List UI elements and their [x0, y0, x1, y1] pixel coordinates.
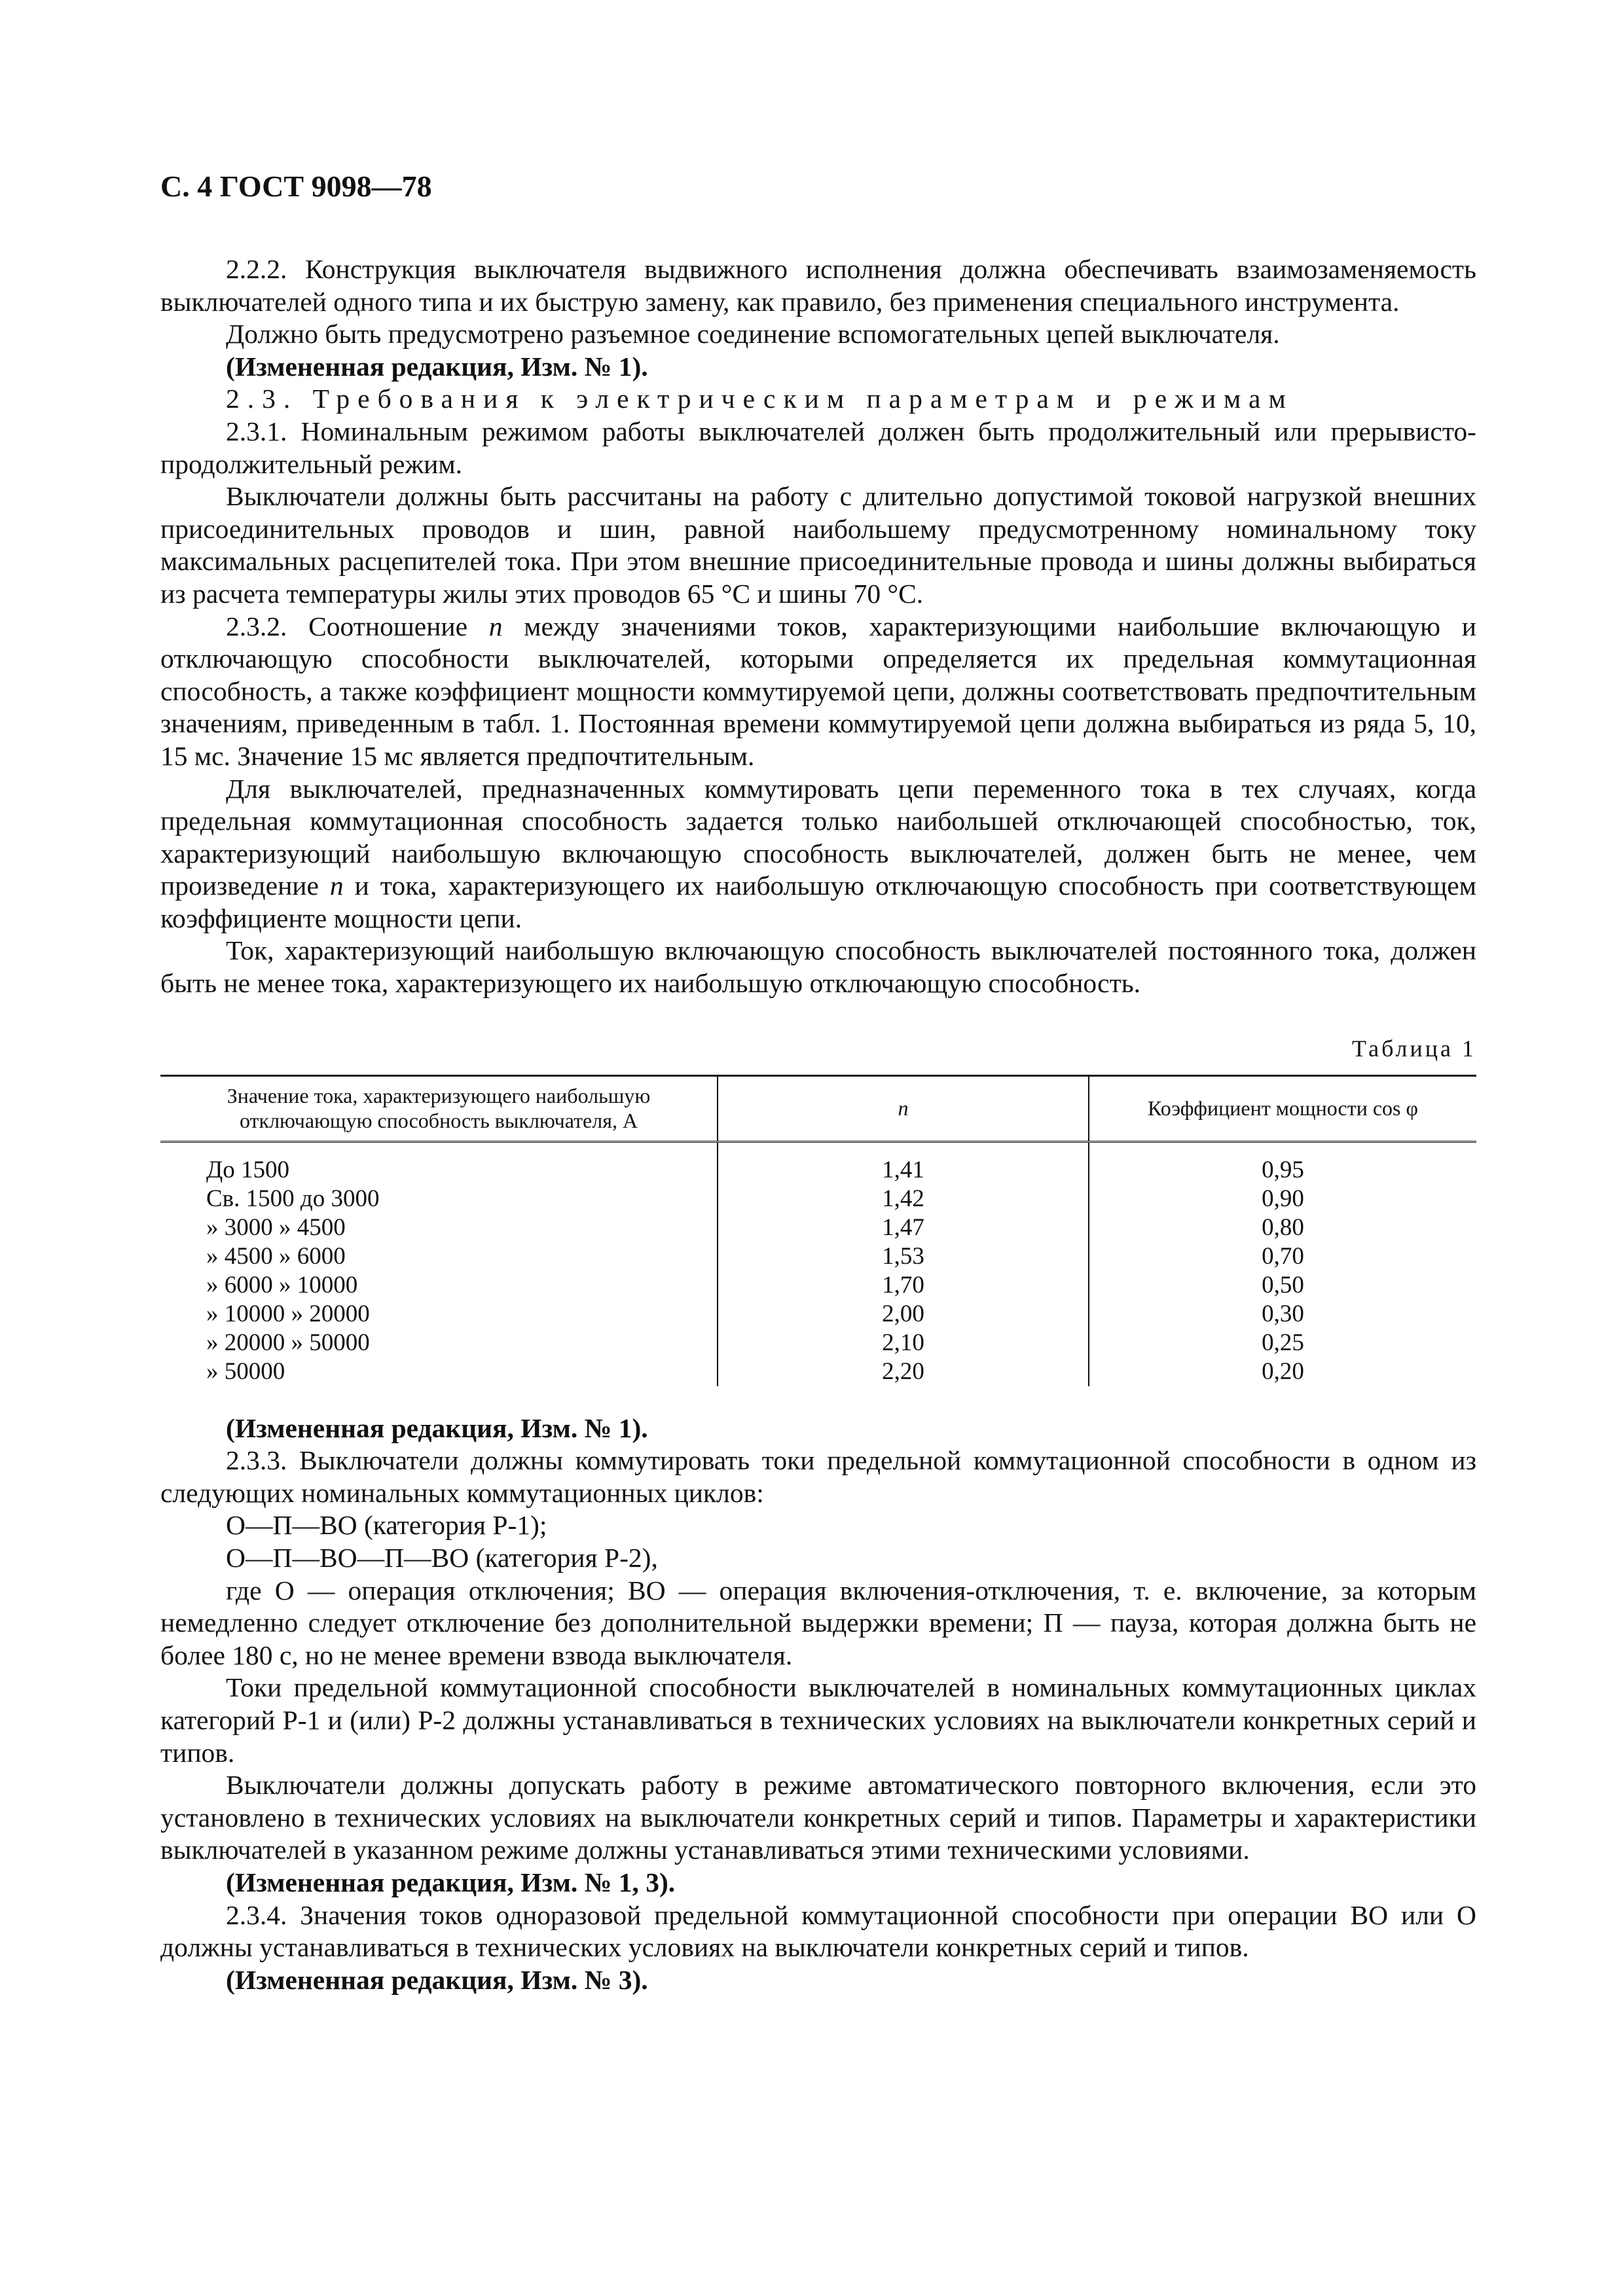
table-row	[160, 1271, 1476, 1300]
cell-n: 1,47	[718, 1213, 1089, 1242]
cell-cos: 0,70	[1262, 1242, 1304, 1270]
paragraph-2-3-3: 2.3.3. Выключатели должны коммутировать токи предельной коммутационной способности в одном из следующих номинальных коммутационных циклов:	[160, 1445, 1476, 1508]
document-page	[160, 167, 1476, 1996]
amendment-note: (Измененная редакция, Изм. № 1, 3).	[226, 1867, 676, 1897]
paragraph-cycle-definitions: где О — операция отключения; ВО — операция включения-отключения, т. е. включение, за которым немедленно следует отключение без дополнительной выдержки времени; П — пауза, которая должна быть не более 180 с, но не менее времени взвода выключателя.	[160, 1575, 1476, 1670]
cell-cos: 0,25	[1262, 1329, 1304, 1356]
table-header-row	[160, 1075, 1476, 1141]
cell-current: » 20000 » 50000	[160, 1329, 718, 1357]
header-n: n	[718, 1075, 1089, 1141]
paragraph-ac-circuits: Для выключателей, предназначенных коммутировать цепи переменного тока в тех случаях, когда предельная коммутационная способность задается только наибольшей отключающей способностью, ток, характеризующий наибольшую включающую способность выключателей, должен быть не менее, чем произведение n и тока, характеризующего их наибольшую отключающую способность при соответствующем коэффициенте мощности цепи.	[160, 773, 1476, 933]
paragraph-cycle-currents: Токи предельной коммутационной способности выключателей в номинальных коммутационных циклах категорий Р-1 и (или) Р-2 должны устанавливаться в технических условиях на выключатели конкретных серий и типов.	[160, 1672, 1476, 1768]
table-row	[160, 1213, 1476, 1242]
cell-n: 1,53	[718, 1242, 1089, 1271]
cell-current: » 3000 » 4500	[160, 1213, 718, 1242]
text-after-table	[160, 1412, 1476, 1997]
table-row	[160, 1300, 1476, 1329]
header-power-factor: Коэффициент мощности cos φ	[1089, 1075, 1476, 1141]
paragraph-2-3-1: 2.3.1. Номинальным режимом работы выключателей должен быть продолжительный или прерывисто-продолжительный режим.	[160, 416, 1476, 479]
table-row	[160, 1242, 1476, 1271]
cell-n: 1,70	[718, 1271, 1089, 1300]
cell-current: » 6000 » 10000	[160, 1271, 718, 1300]
table-row	[160, 1185, 1476, 1213]
page-header: С. 4 ГОСТ 9098—78	[160, 170, 432, 203]
cell-n: 1,41	[718, 1141, 1089, 1185]
cell-current: » 4500 » 6000	[160, 1242, 718, 1271]
cell-n: 2,10	[718, 1329, 1089, 1357]
table-row	[160, 1141, 1476, 1185]
cell-current: » 10000 » 20000	[160, 1300, 718, 1329]
paragraph-dc-current: Ток, характеризующий наибольшую включающую способность выключателей постоянного тока, должен быть не менее тока, характеризующего их наибольшую отключающую способность.	[160, 935, 1476, 999]
cycle-category-p1: О—П—ВО (категория Р-1);	[226, 1510, 547, 1541]
cell-cos: 0,80	[1262, 1213, 1304, 1241]
cell-current: Св. 1500 до 3000	[160, 1185, 718, 1213]
table-caption: Таблица 1	[1352, 1035, 1476, 1062]
cell-cos: 0,95	[1262, 1156, 1304, 1183]
table-row	[160, 1329, 1476, 1357]
paragraph-2-3-4: 2.3.4. Значения токов одноразовой предельной коммутационной способности при операции ВО или О должны устанавливаться в технических условиях на выключатели конкретных серий и типов.	[160, 1899, 1476, 1963]
paragraph-auto-reclose: Выключатели должны допускать работу в режиме автоматического повторного включения, если это установлено в технических условиях на выключатели конкретных серий и типов. Параметры и характеристики выключателей в указанном режиме должны устанавливаться этими техническими условиями.	[160, 1770, 1476, 1865]
text-before-table	[160, 253, 1476, 1000]
cell-n: 1,42	[718, 1185, 1089, 1213]
paragraph-load-requirements: Выключатели должны быть рассчитаны на работу с длительно допустимой токовой нагрузкой внешних присоединительных проводов и шин, равной наибольшему предусмотренному номинальному току максимальных расцепителей тока. При этом внешние присоединительные провода и шины должны выбираться из расчета температуры жилы этих проводов 65 °С и шины 70 °С.	[160, 481, 1476, 609]
paragraph-2-3-2: 2.3.2. Соотношение n между значениями токов, характеризующими наибольшие включающую и отключающую способности выключателей, которыми определяется их предельная коммутационная способность, а также коэффициент мощности коммутируемой цепи, должны соответствовать предпочтительным значениям, приведенным в табл. 1. Постоянная времени коммутируемой цепи должна выбираться из ряда 5, 10, 15 мс. Значение 15 мс является предпочтительным.	[160, 611, 1476, 771]
amendment-note: (Измененная редакция, Изм. № 1).	[226, 351, 648, 382]
amendment-note: (Измененная редакция, Изм. № 1).	[226, 1412, 648, 1443]
section-heading-2-3: 2.3. Требования к электрическим параметрам и режимам	[226, 384, 1294, 414]
cell-cos: 0,20	[1262, 1357, 1304, 1385]
paragraph-2-2-2: 2.2.2. Конструкция выключателя выдвижного исполнения должна обеспечивать взаимозаменяемость выключателей одного типа и их быструю замену, как правило, без применения специального инструмента.	[160, 254, 1476, 317]
cell-cos: 0,30	[1262, 1300, 1304, 1327]
cell-cos: 0,90	[1262, 1185, 1304, 1212]
cycle-category-p2: О—П—ВО—П—ВО (категория Р-2),	[226, 1543, 658, 1573]
table-1	[160, 1075, 1476, 1386]
cell-cos: 0,50	[1262, 1271, 1304, 1299]
cell-n: 2,00	[718, 1300, 1089, 1329]
amendment-note: (Измененная редакция, Изм. № 3).	[226, 1964, 648, 1995]
cell-current: » 50000	[160, 1357, 718, 1386]
paragraph-connector-note: Должно быть предусмотрено разъемное соединение вспомогательных цепей выключателя.	[226, 319, 1280, 350]
cell-n: 2,20	[718, 1357, 1089, 1386]
table-row	[160, 1357, 1476, 1386]
cell-current: До 1500	[160, 1141, 718, 1185]
header-current-value: Значение тока, характеризующего наибольшую отключающую способность выключателя, А	[160, 1075, 718, 1141]
